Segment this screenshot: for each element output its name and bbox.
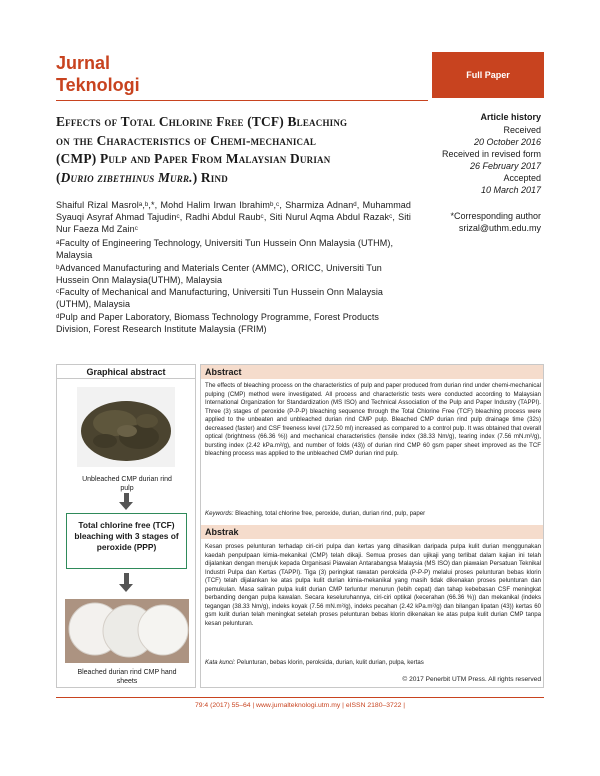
- arrow-down-icon: [119, 502, 133, 510]
- title-paren-open: (: [56, 169, 61, 185]
- pulp-caption: Unbleached CMP durian rind pulp: [82, 476, 172, 492]
- abstract-panel: [200, 364, 544, 688]
- title-line-1: Effects of Total Chlorine Free (TCF) Bleaching: [56, 114, 348, 129]
- page-footer: 79:4 (2017) 55–64 | www.jurnalteknologi.utm.my | eISSN 2180–3722 |: [194, 702, 406, 709]
- full-paper-badge: [432, 52, 544, 98]
- corresponding-author: [408, 210, 541, 234]
- abstrak-heading: Abstrak: [201, 525, 543, 539]
- abstrak-keywords: [205, 659, 541, 668]
- affiliation-d: ᵈPulp and Paper Laboratory, Biomass Technology Programme, Forest Products Division, Forest Research Institute Malaysia (FRIM): [56, 311, 380, 335]
- copyright-notice: © 2017 Penerbit UTM Press. All rights reserved: [402, 676, 541, 683]
- title-paren-close: ) Rind: [192, 169, 228, 185]
- tcf-process-box: Total chlorine free (TCF) bleaching with 3 stages of peroxide (PPP): [66, 513, 187, 569]
- author-list: Shaiful Rizal Masrolᵃ,ᵇ,*, Mohd Halim Irwan Ibrahimᵇ,ᶜ, Sharmiza Adnanᵈ, Muhammad Syauqi Asyraf Ahmad Tajudinᶜ, Radhi Abdul Raubᶜ, Siti Nurul Aqma Abdul Razakᶜ, Siti Nur Faeza Md Zainᶜ: [56, 200, 411, 235]
- affiliation-b: ᵇAdvanced Manufacturing and Materials Center (AMMC), ORICC, Universiti Tun Hussein Onn Malaysia(UTHM), Malaysia: [56, 262, 382, 285]
- abstract-text: The effects of bleaching process on the characteristics of pulp and paper produced from durian rind under chemi-mechanical pulping (CMP) method were investigated. All process and characteristic tests were conducted according to Malaysian International Organization for Standardization (MS ISO) and Technical Association of the Pulp and Paper Industry (TAPPI). Three (3) stages of peroxide (P-P-P) bleaching sequence through the Total Chlorine Free (TCF) bleaching process were applied to the unbeaten and unbleached durian rind CMP pulp. Bleached CMP durian rind pulp drainage time (32s) decreased (faster) and CSF freeness level (172.50 ml) increased as compared to a control pulp. It was obtained that overall optical (brightness (66.36 %)) and mechanical characteristics (tensile index (38.33 Nm/g), tearing index (7.56 mN.m²/g), bursting index (2.42 kPa.m²/g), and number of folds (43)) of durian rind CMP 60 gsm paper sheet improved as the TCF bleaching process was applied to the unbleached CMP durian rind pulp.: [205, 382, 541, 458]
- journal-logo-line2: Teknologi: [56, 75, 140, 95]
- keywords-label: Keywords:: [205, 510, 234, 517]
- abstract-heading: Abstract: [201, 365, 543, 379]
- header-divider: [56, 100, 428, 101]
- title-line-2: on the Characteristics of Chemi-mechanical: [56, 132, 317, 148]
- full-paper-label: Full Paper: [466, 70, 510, 80]
- keywords-text: Bleaching, total chlorine free, peroxide, durian, durian rind, pulp, paper: [235, 510, 426, 517]
- graphical-abstract-panel: [56, 364, 196, 688]
- history-heading: Article history: [480, 112, 541, 122]
- graphical-abstract-heading: Graphical abstract: [57, 365, 195, 379]
- journal-logo-line1: Jurnal: [56, 53, 111, 73]
- hand-sheets-photo: [65, 599, 189, 663]
- accepted-label: Accepted: [503, 173, 541, 183]
- corresponding-label: *Corresponding author: [450, 211, 541, 221]
- title-species: Durio zibethinus Murr.: [60, 169, 193, 185]
- title-line-4: [56, 169, 411, 188]
- corresponding-email[interactable]: srizal@uthm.edu.my: [458, 223, 541, 233]
- affiliation-list: [56, 237, 411, 335]
- affiliation-a: ᵃFaculty of Engineering Technology, Universiti Tun Hussein Onn Malaysia (UTHM), Malaysia: [56, 238, 394, 261]
- hand-sheets-caption: Bleached durian rind CMP hand sheets: [77, 669, 177, 685]
- abstrak-text: Kesan proses pelunturan terhadap ciri-ciri pulpa dan kertas yang dihasilkan daripada pulpa kulit durian menggunakan kaedah penpulpaan kimia-mekanikal (CMP) telah dikaji. Semua proses dan ujikaji yang terlibat dalam kajian ini telah dijalankan dengan merujuk kepada Organisasi Piawaian Antarabangsa Malaysia (MS ISO) dan piawaian Persatuan Teknikal Industri Pulpa dan Kertas (TAPPI). Tiga (3) peringkat rawatan peroksida (P-P-P) melalui proses pelunturan bebas klorin (TCF) telah dijalankan ke atas pulpa kulit durian kimia-mekanikal yang masih tidak dikenakan proses pelunturan dan pemukulan. Masa saliran pulpa kulit durian CMP terluntur menurun (lebih cepat) dan tahap kebebasan CSF meningkat berbanding dengan pulpa kawalan. Secara keseluruhannya, ciri-ciri optikal (kecerahan (66.36 %)) dan mekanikal (indeks tegangan (38.33 Nm/g), indeks koyak (7.56 mN.m²/g), indeks pecahan (2.42 kPa.m²/g) dan bilangan lipatan (43)) kertas 60 gsm kulit durian telah meningkat setelah proses pelunturan bebas klorin dikenakan ke atas pulpa kulit durian CMP tanpa kesan pelunturan.: [205, 543, 541, 627]
- revised-label: Received in revised form: [441, 149, 541, 159]
- title-line-3: (CMP) Pulp and Paper From Malaysian Durian: [56, 151, 331, 166]
- arrow-down-icon: [119, 584, 133, 592]
- received-label: Received: [503, 125, 541, 135]
- kata-kunci-label: Kata kunci:: [205, 659, 236, 666]
- revised-date: 26 February 2017: [469, 161, 541, 171]
- accepted-date: 10 March 2017: [480, 185, 541, 195]
- pulp-photo: [77, 387, 175, 467]
- affiliation-c: ᶜFaculty of Mechanical and Manufacturing, Universiti Tun Hussein Onn Malaysia (UTHM), Malaysia: [56, 287, 384, 310]
- footer-divider: [56, 697, 544, 698]
- abstract-keywords: [205, 510, 541, 519]
- journal-logo: [56, 52, 196, 96]
- article-history: [408, 111, 541, 196]
- received-date: 20 October 2016: [473, 137, 541, 147]
- kata-kunci-text: Pelunturan, bebas klorin, peroksida, durian, kulit durian, pulpa, kertas: [236, 659, 424, 666]
- article-title: [56, 113, 411, 187]
